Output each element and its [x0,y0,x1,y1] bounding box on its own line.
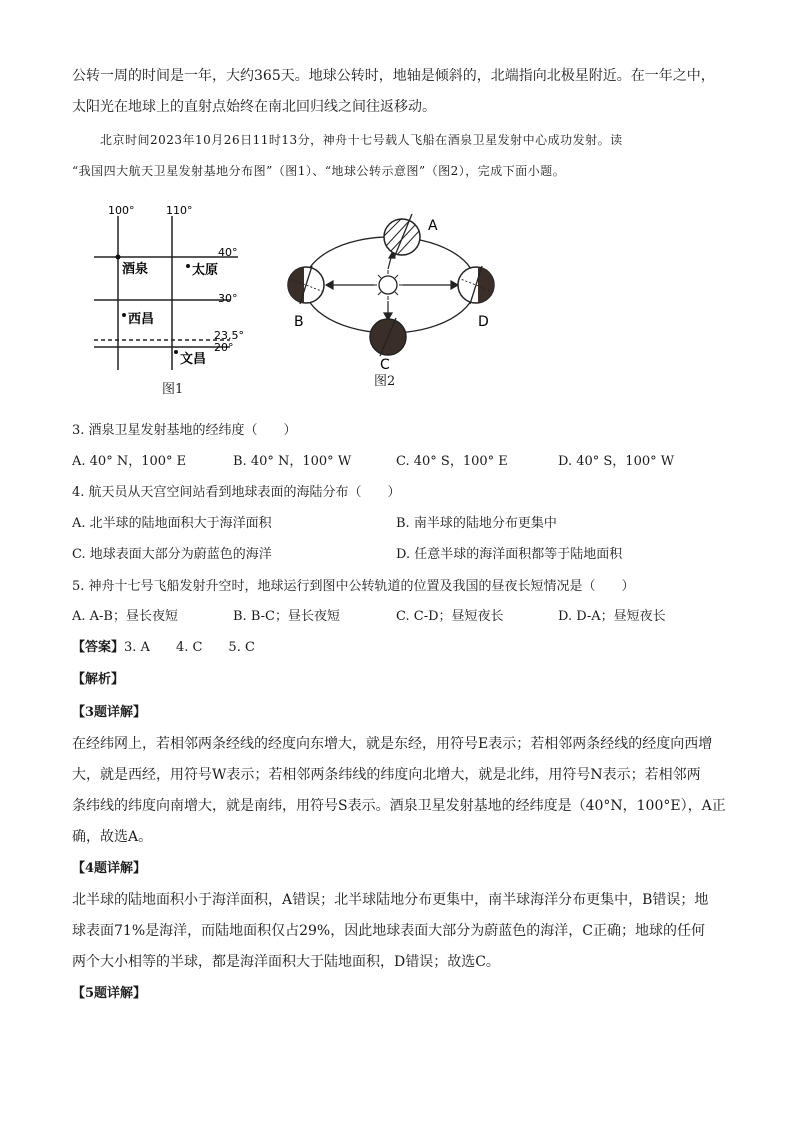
question-4-option-b: B. 南半球的陆地分布更集中 [396,516,557,531]
site-dot-xichang [122,313,126,317]
lat-label-40: 40° [218,246,238,259]
figure2-revolution-diagram [282,206,514,371]
question-5-option-d: D. D-A；昼短夜长 [558,609,666,624]
sun-icon [373,270,403,300]
answer-text: 3. A 4. C 5. C [124,640,255,655]
lat-label-23-5: 23.5° [214,329,244,342]
question-5-stem: 5. 神舟十七号飞船发射升空时，地球运行到图中公转轨道的位置及我国的昼夜长短情况是（ ） [72,579,635,594]
position-label-b: B [294,314,304,330]
site-label-xichang: 西昌 [128,312,155,327]
site-dot-taiyuan [186,264,190,268]
earth-position-c [370,318,406,371]
question-4-stem: 4. 航天员从天宫空间站看到地球表面的海陆分布（ ） [72,485,401,500]
detail-4-line-2: 球表面71%是海洋，而陆地面积仅占29%，因此地球表面大部分为蔚蓝色的海洋，C正确；地球的任何 [72,923,705,939]
lat-label-30: 30° [218,292,238,305]
detail-4-line-1: 北半球的陆地面积小于海洋面积，A错误；北半球陆地分布更集中，南半球海洋分布更集中，B错误；地 [72,892,709,908]
figure2-caption: 图2 [374,374,396,389]
detail-5-heading: 【5题详解】 [72,986,147,1001]
earth-position-d [458,266,496,330]
detail-3-heading: 【3题详解】 [72,705,147,720]
earth-position-b [288,266,324,330]
question-4-option-d: D. 任意半球的海洋面积都等于陆地面积 [396,547,623,562]
analysis-label: 【解析】 [72,672,125,687]
earth-position-a [382,214,438,258]
answer-label: 【答案】 [72,640,125,655]
detail-4-line-3: 两个大小相等的半球，都是海洋面积大于陆地面积，D错误；故选C。 [72,954,500,970]
question-3-option-d: D. 40° S，100° W [558,454,675,469]
question-3-option-b: B. 40° N，100° W [233,454,352,469]
position-label-c: C [380,357,390,371]
passage-line-1: 北京时间2023年10月26日11时13分，神舟十七号载人飞船在酒泉卫星发射中心成功发射。读 [100,133,623,147]
detail-3-line-2: 大，就是西经，用符号W表示；若相邻两条纬线的纬度向北增大，就是北纬，用符号N表示；若相邻两 [72,767,701,783]
question-4-option-a: A. 北半球的陆地面积大于海洋面积 [72,516,272,531]
position-label-d: D [478,314,489,330]
question-3-stem: 3. 酒泉卫星发射基地的经纬度（ ） [72,423,297,438]
site-label-taiyuan: 太原 [192,263,219,278]
question-3-option-c: C. 40° S，100° E [396,454,508,469]
question-3-option-a: A. 40° N，100° E [72,454,187,469]
lon-label-100: 100° [108,204,135,217]
passage-line-2: “我国四大航天卫星发射基地分布图”（图1）、“地球公转示意图”（图2），完成下面小题。 [72,164,566,178]
question-4-option-c: C. 地球表面大部分为蔚蓝色的海洋 [72,547,272,562]
question-5-option-c: C. C-D；昼短夜长 [396,609,504,624]
site-label-wenchang: 文昌 [180,352,207,367]
intro-line-1: 公转一周的时间是一年，大约365天。地球公转时，地轴是倾斜的，北端指向北极星附近。在一年之中， [72,68,715,84]
detail-4-heading: 【4题详解】 [72,861,147,876]
site-label-jiuquan: 酒泉 [122,262,149,277]
question-5-option-a: A. A-B；昼长夜短 [72,609,178,624]
detail-3-line-1: 在经纬网上，若相邻两条经线的经度向东增大，就是东经，用符号E表示；若相邻两条经线的经度向西增 [72,736,713,752]
lon-label-110: 110° [166,204,193,217]
question-5-option-b: B. B-C；昼长夜短 [233,609,340,624]
site-dot-jiuquan [116,255,121,260]
answer-row [72,638,732,658]
detail-3-line-4: 确，故选A。 [72,829,153,845]
detail-3-line-3: 条纬线的纬度向南增大，就是南纬，用符号S表示。酒泉卫星发射基地的经纬度是（40°N，100°E），A正 [72,798,726,814]
intro-line-2: 太阳光在地球上的直射点始终在南北回归线之间往返移动。 [72,99,436,115]
figure1-map [80,200,280,375]
figure1-caption: 图1 [162,382,184,397]
site-dot-wenchang [174,350,178,354]
position-label-a: A [428,218,438,234]
lat-label-20: 20° [214,341,234,354]
